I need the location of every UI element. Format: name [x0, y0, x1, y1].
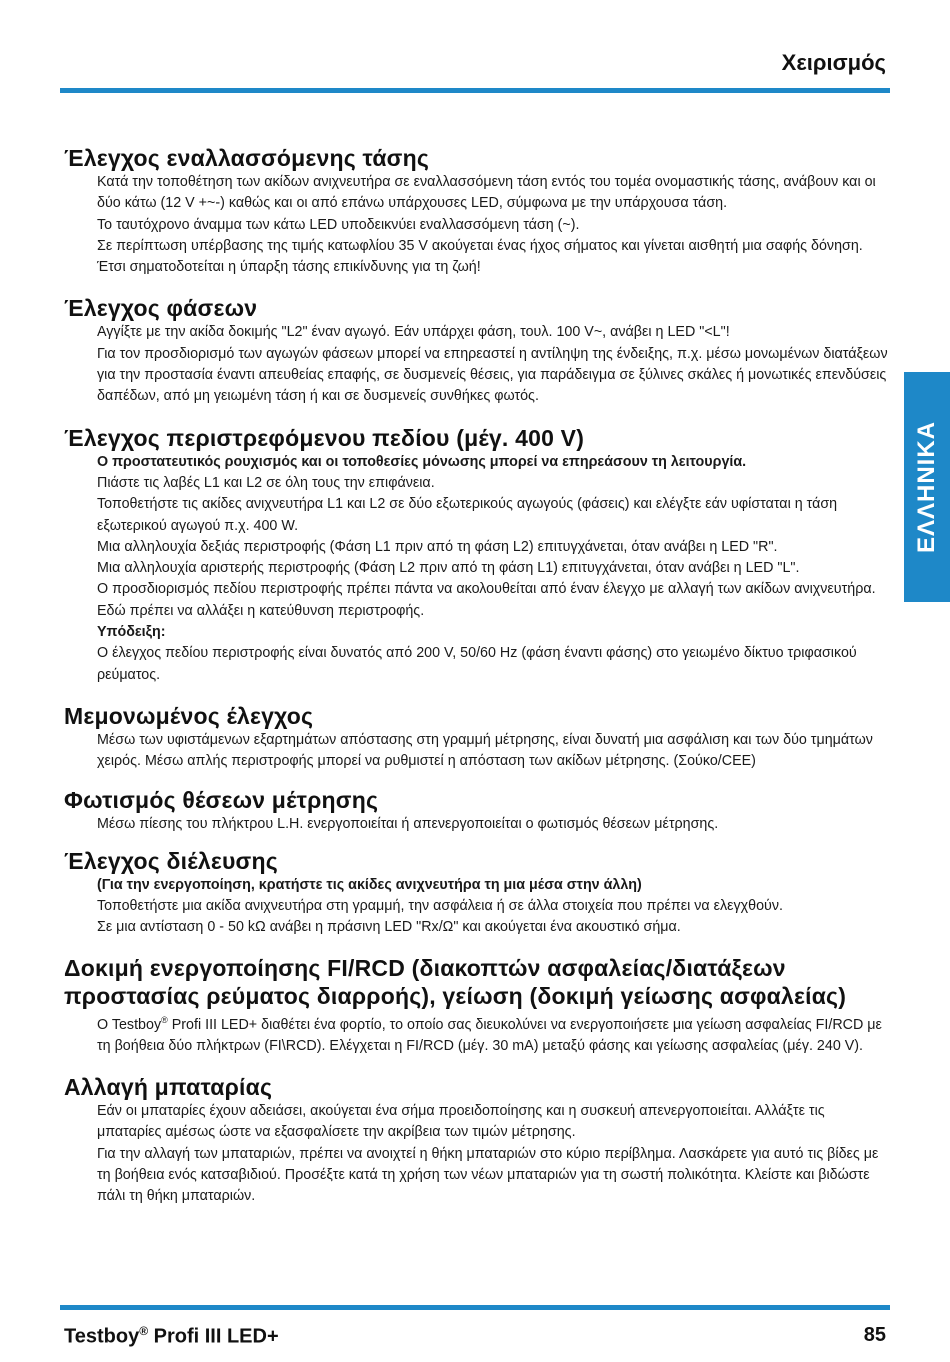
- section-body: [97, 1010, 888, 1057]
- section-heading: Φωτισμός θέσεων μέτρησης: [64, 786, 379, 813]
- section-single-test: [64, 702, 888, 773]
- language-tab: [904, 372, 950, 602]
- page-number: 85: [863, 1324, 886, 1346]
- paragraph: Σε περίπτωση υπέρβασης της τιμής κατωφλίου 35 V ακούγεται ένας ήχος σήματος και γίνεται αισθητή μια σαφής δόνηση. Έτσι σηματοδοτείται η ύπαρξη τάσης επικίνδυνης για τη ζωή!: [97, 237, 863, 276]
- paragraph-text: Profi III LED+ διαθέτει ένα φορτίο, το οποίο σας διευκολύνει να ενεργοποιήσετε μια γείωση ασφαλείας FI/RCD με τη βοήθεια δύο πλήκτρων (FI\RCD). Ελέγχεται η FI/RCD (μέγ. 30 mA) μεταξύ φάσης και γείωσης ασφαλείας (μέγ. 240 V).: [97, 1016, 882, 1054]
- section-battery-change: [64, 1073, 888, 1207]
- section-phase-test: [64, 294, 888, 407]
- section-continuity-test: [64, 847, 888, 939]
- page-header-title: Χειρισμός: [781, 50, 886, 75]
- paragraph: Αγγίξτε με την ακίδα δοκιμής "L2" έναν αγωγό. Εάν υπάρχει φάση, τουλ. 100 V~, ανάβει η LED "<L"!: [97, 324, 730, 341]
- brand-name: O Testboy: [97, 1016, 162, 1033]
- section-body: [97, 322, 888, 407]
- paragraph: Σε μια αντίσταση 0 - 50 kΩ ανάβει η πράσινη LED "Rx/Ω" και ακούγεται ένα ακουστικό σήμα.: [97, 919, 681, 936]
- paragraph: Εάν οι μπαταρίες έχουν αδειάσει, ακούγεται ένα σήμα προειδοποίησης και η συσκευή απενεργοποιείται. Αλλάξτε τις μπαταρίες αμέσως ώστε να εξασφαλίσετε την ακρίβεια των τιμών μέτρησης.: [97, 1103, 825, 1141]
- paragraph: Πιάστε τις λαβές L1 και L2 σε όλη τους την επιφάνεια.: [97, 474, 435, 491]
- section-ac-voltage-test: [64, 144, 888, 278]
- paragraph: Μέσω πίεσης του πλήκτρου L.H. ενεργοποιείται ή απενεργοποιείται ο φωτισμός θέσεων μέτρησης.: [97, 815, 719, 832]
- paragraph: Μια αλληλουχία αριστερής περιστροφής (Φάση L2 πριν από τη φάση L1) επιτυγχάνεται, όταν ανάβει η LED "L".: [97, 560, 800, 577]
- paragraph: Για την αλλαγή των μπαταριών, πρέπει να ανοιχτεί η θήκη μπαταριών στο κύριο περίβλημα. Λασκάρετε για αυτό τις βίδες με τη βοήθεια ενός κατσαβιδιού. Προσέξτε κατά τη χρήση των νέων μπαταριών για τη σωστή πολικότητα. Κλείστε και βιδώστε πάλι τη θήκη μπαταριών.: [97, 1145, 879, 1205]
- paragraph: Ο προσδιορισμός πεδίου περιστροφής πρέπει πάντα να ακολουθείται από έναν έλεγχο με αλλαγή των ακίδων ανιχνευτήρα. Εδώ πρέπει να αλλάξει η κατεύθυνση περιστροφής.: [97, 581, 876, 619]
- paragraph: Μέσω των υφιστάμενων εξαρτημάτων απόστασης στη γραμμή μέτρησης, είναι δυνατή μια ασφάλιση και των δύο τμημάτων χειρός. Μέσω απλής περιστροφής μπορεί να ρυθμιστεί η απόσταση των ακίδων μέτρησης. (Σούκο/CEE): [97, 731, 873, 770]
- paragraph: Μια αλληλουχία δεξιάς περιστροφής (Φάση L1 πριν από τη φάση L2) επιτυγχάνεται, όταν ανάβει η LED "R".: [97, 538, 778, 555]
- section-body: [97, 172, 888, 278]
- footer-brand: Testboy: [64, 1325, 140, 1348]
- section-heading: Έλεγχος περιστρεφόμενου πεδίου (μέγ. 400 V): [64, 424, 585, 451]
- section-body: [97, 814, 888, 835]
- section-body: [97, 730, 888, 773]
- paragraph: Κατά την τοποθέτηση των ακίδων ανιχνευτήρα σε εναλλασσόμενη τάση εντός του τομέα ονομαστικής τάσης, ανάβουν και οι δύο κάτω (12 V +~-) καθώς και οι από επάνω υπάρχουσες LED, σύμφωνα με την υπάρχουσα τάση.: [97, 174, 876, 212]
- paragraph: [97, 1010, 888, 1057]
- section-heading: Έλεγχος εναλλασσόμενης τάσης: [64, 145, 430, 171]
- section-body: [97, 875, 888, 939]
- paragraph: Το ταυτόχρονο άναμμα των κάτω LED υποδεικνύει εναλλασσόμενη τάση (~).: [97, 216, 580, 233]
- section-measuring-light: [64, 786, 888, 835]
- section-heading: Έλεγχος διέλευσης: [64, 847, 278, 874]
- paragraph: Τοποθετήστε τις ακίδες ανιχνευτήρα L1 και L2 σε δύο εξωτερικούς αγωγούς (φάσεις) και ελέγξτε εάν υφίσταται η τάση εξωτερικού αγωγού π.χ. 400 W.: [97, 496, 838, 534]
- section-rotary-field-test: [64, 424, 888, 686]
- header-divider: [60, 88, 890, 93]
- registered-mark: ®: [139, 1324, 149, 1338]
- section-heading: Έλεγχος φάσεων: [64, 295, 258, 322]
- section-body: [97, 1101, 888, 1207]
- section-heading: Δοκιμή ενεργοποίησης FI/RCD (διακοπτών ασφαλείας/διατάξεων προστασίας ρεύματος διαρροής), γείωση (δοκιμή γείωσης ασφαλείας): [64, 954, 847, 1009]
- paragraph: Τοποθετήστε μια ακίδα ανιχνευτήρα στη γραμμή, την ασφάλεια ή σε άλλα στοιχεία που πρέπει να ελεγχθούν.: [97, 898, 783, 915]
- language-tab-label: ΕΛΛΗΝΙΚΑ: [913, 420, 940, 554]
- registered-mark: ®: [161, 1014, 168, 1025]
- footer-model: Profi III LED+: [148, 1325, 279, 1348]
- footer-product-name: [64, 1324, 279, 1349]
- section-heading: Μεμονωμένος έλεγχος: [64, 702, 314, 729]
- section-heading: Αλλαγή μπαταρίας: [64, 1074, 273, 1101]
- bold-note: Ο προστατευτικός ρουχισμός και οι τοποθεσίες μόνωσης μπορεί να επηρεάσουν τη λειτουργία.: [97, 453, 747, 470]
- paragraph: Για τον προσδιορισμό των αγωγών φάσεων μπορεί να επηρεαστεί η αντίληψη της ένδειξης, π.χ. μέσω μονωμένων διατάξεων για την προστασία έναντι απευθείας επαφής, σε δυσμενείς θέσεις, για παράδειγμα σε ξύλινες σκάλες ή μονωτικές επενδύσεις δαπέδων, από μη γειωμένη τάση ή και σε δυσμενείς συνθήκες φωτός.: [97, 345, 888, 405]
- section-body: [97, 452, 888, 686]
- hint-label: Υπόδειξη:: [97, 624, 166, 641]
- bold-note: (Για την ενεργοποίηση, κρατήστε τις ακίδες ανιχνευτήρα τη μια μέσα στην άλλη): [97, 876, 642, 893]
- footer-divider: [60, 1305, 890, 1310]
- hint-text: Ο έλεγχος πεδίου περιστροφής είναι δυνατός από 200 V, 50/60 Hz (φάση έναντι φάσης) στο γειωμένο δίκτυο τριφασικού ρεύματος.: [97, 645, 857, 683]
- section-rcd-test: [64, 954, 888, 1057]
- page-content: [64, 144, 888, 1208]
